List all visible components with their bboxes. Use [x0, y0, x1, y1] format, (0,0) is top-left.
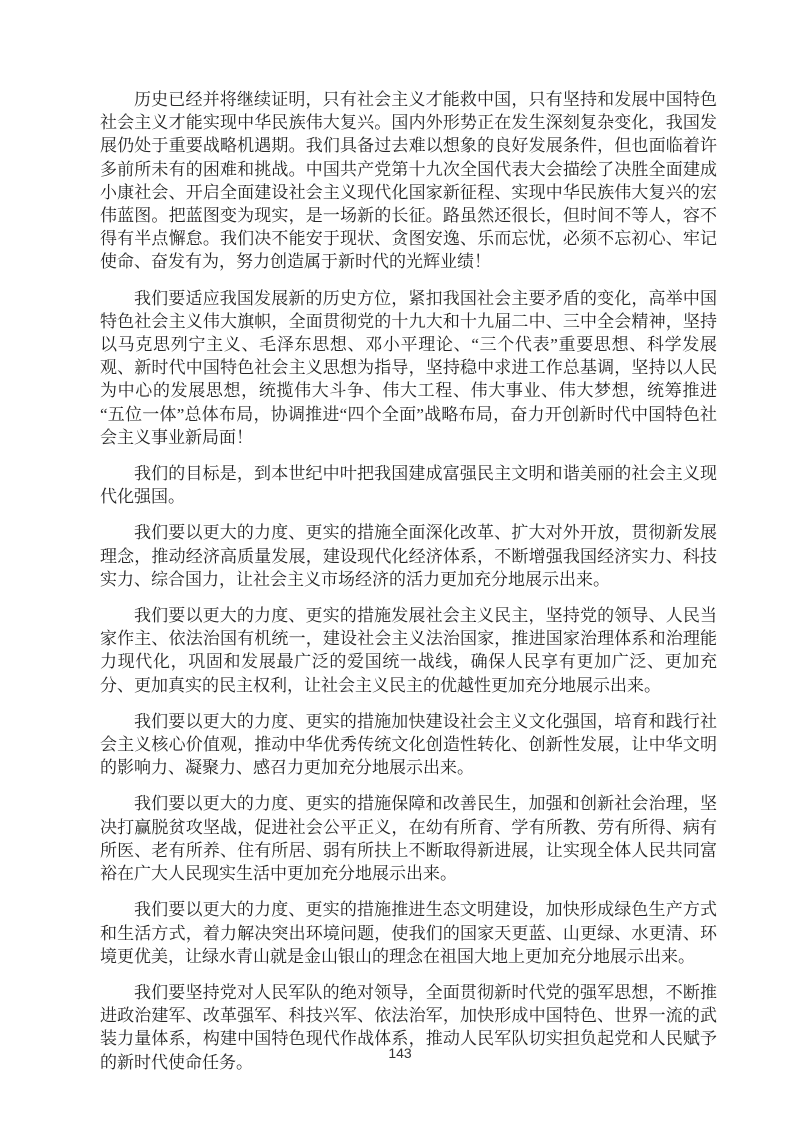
paragraph: 我们要以更大的力度、更实的措施推进生态文明建设，加快形成绿色生产方式和生活方式，着力解决突出环境问题，使我们的国家天更蓝、山更绿、水更清、环境更优美，让绿水青山就是金山银山的理念在祖国大地上更加充分地展示出来。 — [100, 900, 717, 966]
paragraph: 历史已经并将继续证明，只有社会主义才能救中国，只有坚持和发展中国特色社会主义才能实现中华民族伟大复兴。国内外形势正在发生深刻复杂变化，我国发展仍处于重要战略机遇期。我们具备过去难以想象的良好发展条件，但也面临着许多前所未有的困难和挑战。中国共产党第十九次全国代表大会描绘了决胜全面建成小康社会、开启全面建设社会主义现代化国家新征程、实现中华民族伟大复兴的宏伟蓝图。把蓝图变为现实，是一场新的长征。路虽然还很长，但时间不等人，容不得有半点懈怠。我们决不能安于现状、贪图安逸、乐而忘忧，必须不忘初心、牢记使命、奋发有为，努力创造属于新时代的光辉业绩！ — [100, 90, 717, 272]
paragraph: 我们要以更大的力度、更实的措施保障和改善民生，加强和创新社会治理，坚决打赢脱贫攻坚战，促进社会公平正义，在幼有所育、学有所教、劳有所得、病有所医、老有所养、住有所居、弱有所扶上不断取得新进展，让实现全体人民共同富裕在广大人民现实生活中更加充分地展示出来。 — [100, 794, 717, 884]
paragraph: 我们要以更大的力度、更实的措施发展社会主义民主，坚持党的领导、人民当家作主、依法治国有机统一，建设社会主义法治国家，推进国家治理体系和治理能力现代化，巩固和发展最广泛的爱国统一战线，确保人民享有更加广泛、更加充分、更加真实的民主权利，让社会主义民主的优越性更加充分地展示出来。 — [100, 606, 717, 695]
paragraph: 我们要以更大的力度、更实的措施加快建设社会主义文化强国，培育和践行社会主义核心价值观，推动中华优秀传统文化创造性转化、创新性发展，让中华文明的影响力、凝聚力、感召力更加充分地展示出来。 — [100, 711, 717, 778]
paragraph: 我们要坚持党对人民军队的绝对领导，全面贯彻新时代党的强军思想，不断推进政治建军、改革强军、科技兴军、依法治军，加快形成中国特色、世界一流的武装力量体系，构建中国特色现代作战体系，推动人民军队切实担负起党和人民赋予的新时代使命任务。 — [100, 982, 717, 1072]
paragraph: 我们要适应我国发展新的历史方位，紧扣我国社会主要矛盾的变化，高举中国特色社会主义伟大旗帜，全面贯彻党的十九大和十九届二中、三中全会精神，坚持以马克思列宁主义、毛泽东思想、邓小平理论、“三个代表”重要思想、科学发展观、新时代中国特色社会主义思想为指导，坚持稳中求进工作总基调，坚持以人民为中心的发展思想，统揽伟大斗争、伟大工程、伟大事业、伟大梦想，统筹推进“五位一体”总体布局，协调推进“四个全面”战略布局，奋力开创新时代中国特色社会主义事业新局面！ — [100, 288, 717, 447]
paragraph: 我们的目标是，到本世纪中叶把我国建成富强民主文明和谐美丽的社会主义现代化强国。 — [100, 464, 717, 507]
paragraph: 我们要以更大的力度、更实的措施全面深化改革、扩大对外开放，贯彻新发展理念，推动经济高质量发展，建设现代化经济体系，不断增强我国经济实力、科技实力、综合国力，让社会主义市场经济的活力更加充分地展示出来。 — [100, 523, 717, 589]
document-body — [100, 88, 717, 1087]
page-number: 143 — [388, 1045, 412, 1061]
